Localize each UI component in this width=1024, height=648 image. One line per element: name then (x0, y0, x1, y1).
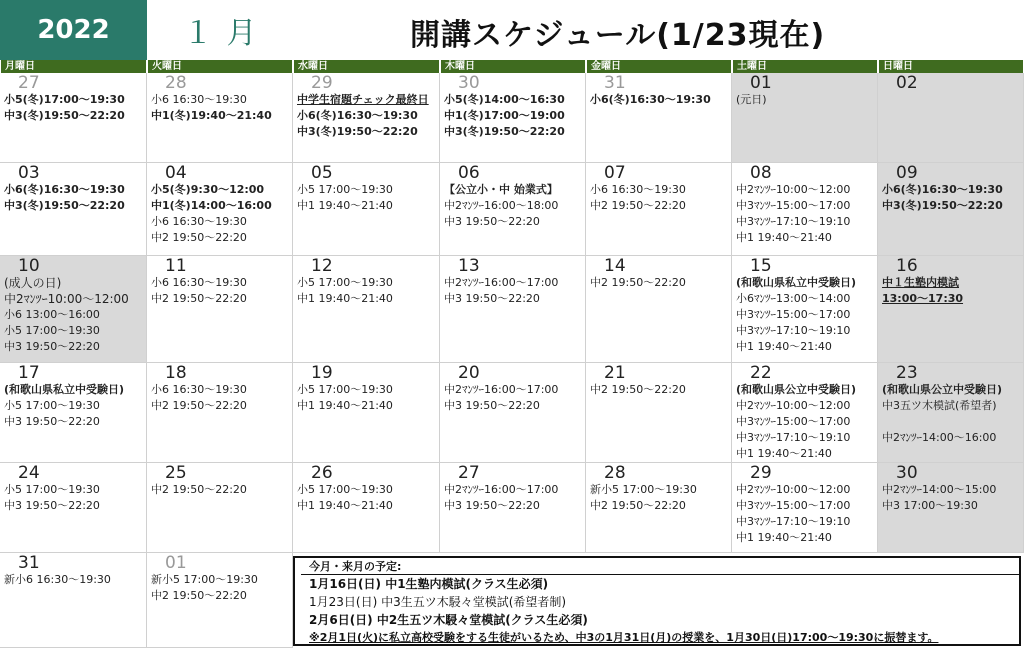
day-cell (732, 463, 878, 553)
day-number: 01 (750, 73, 772, 93)
schedule-entry: 中3ﾏﾝﾂｰ17:10～19:10 (736, 215, 851, 228)
day-number: 11 (165, 256, 187, 276)
schedule-entry: 中3 17:00～19:30 (882, 499, 978, 512)
schedule-entry: 中1 19:40～21:40 (297, 292, 393, 305)
day-number: 23 (896, 363, 918, 383)
day-number: 06 (458, 163, 480, 183)
month-label: １ 月 (183, 16, 259, 51)
schedule-entry: 小6ﾏﾝﾂｰ13:00～14:00 (736, 292, 851, 305)
schedule-entry: 中3 19:50～22:20 (4, 415, 100, 428)
schedule-entry: 小5 17:00～19:30 (4, 324, 100, 337)
schedule-entry: 13:00～17:30 (882, 292, 964, 305)
day-cell (440, 163, 586, 256)
day-cell (878, 256, 1024, 363)
notes-line: 1月23日(日) 中3生五ツ木駸々堂模試(希望者制) (309, 595, 567, 609)
schedule-entry: 中2ﾏﾝﾂｰ14:00～15:00 (882, 483, 997, 496)
schedule-entry: 中2ﾏﾝﾂｰ10:00～12:00 (736, 183, 851, 196)
schedule-entry: 中1(冬)17:00～19:00 (444, 109, 565, 122)
day-cell (0, 463, 147, 553)
schedule-entry: (和歌山県公立中受験日) (736, 383, 857, 396)
schedule-entry: 中1 19:40～21:40 (297, 399, 393, 412)
schedule-entry: 小5 17:00～19:30 (297, 383, 393, 396)
day-number: 08 (750, 163, 772, 183)
day-number: 19 (311, 363, 333, 383)
day-number: 27 (18, 73, 40, 93)
day-cell (440, 256, 586, 363)
day-number: 22 (750, 363, 772, 383)
weekday-header-0: 月曜日 (1, 60, 146, 73)
schedule-entry: 中2ﾏﾝﾂｰ10:00～12:00 (736, 483, 851, 496)
schedule-entry: 小6 16:30～19:30 (151, 215, 247, 228)
schedule-entry: 中3(冬)19:50～22:20 (297, 125, 418, 138)
schedule-entry: (元日) (736, 93, 767, 106)
day-number: 18 (165, 363, 187, 383)
day-number: 03 (18, 163, 40, 183)
schedule-entry: 中3(冬)19:50～22:20 (444, 125, 565, 138)
schedule-entry: 中2 19:50～22:20 (151, 483, 247, 496)
day-number: 01 (165, 553, 187, 573)
day-cell (586, 363, 732, 463)
schedule-entry: 中2 19:50～22:20 (151, 292, 247, 305)
day-cell (293, 256, 440, 363)
day-number: 04 (165, 163, 187, 183)
schedule-entry: 中2 19:50～22:20 (590, 199, 686, 212)
schedule-entry: 中3ﾏﾝﾂｰ17:10～19:10 (736, 431, 851, 444)
schedule-entry: 小6 16:30～19:30 (151, 383, 247, 396)
schedule-entry: 中2 19:50～22:20 (590, 383, 686, 396)
day-cell (0, 163, 147, 256)
day-number: 07 (604, 163, 626, 183)
schedule-entry: 中2ﾏﾝﾂｰ16:00～17:00 (444, 383, 559, 396)
schedule-entry: 中3ﾏﾝﾂｰ15:00～17:00 (736, 415, 851, 428)
day-number: 28 (165, 73, 187, 93)
schedule-entry: 中1(冬)14:00～16:00 (151, 199, 272, 212)
day-cell (0, 73, 147, 163)
schedule-entry: 中2 19:50～22:20 (590, 276, 686, 289)
day-cell (878, 463, 1024, 553)
day-cell (147, 256, 293, 363)
day-cell (147, 363, 293, 463)
day-cell (293, 363, 440, 463)
schedule-entry: 中2 19:50～22:20 (151, 589, 247, 602)
schedule-entry: 小5(冬)17:00～19:30 (4, 93, 125, 106)
day-number: 25 (165, 463, 187, 483)
day-number: 14 (604, 256, 626, 276)
day-number: 21 (604, 363, 626, 383)
day-cell (147, 163, 293, 256)
schedule-entry: 小6 16:30～19:30 (590, 183, 686, 196)
schedule-entry: 中3 19:50～22:20 (4, 499, 100, 512)
day-number: 29 (750, 463, 772, 483)
schedule-entry: 小5 17:00～19:30 (297, 276, 393, 289)
schedule-entry: 中1 19:40～21:40 (736, 531, 832, 544)
day-cell (586, 256, 732, 363)
schedule-entry: 新小5 17:00～19:30 (151, 573, 258, 586)
schedule-entry: (和歌山県私立中受験日) (736, 276, 857, 289)
schedule-entry: 小6 16:30～19:30 (151, 93, 247, 106)
calendar-header (0, 0, 1024, 60)
day-cell (732, 256, 878, 363)
day-cell (0, 363, 147, 463)
year-label: 2022 (0, 0, 147, 60)
day-cell (440, 363, 586, 463)
schedule-entry: 中2 19:50～22:20 (590, 499, 686, 512)
day-number: 31 (18, 553, 40, 573)
notes-title: 今月・来月の予定: (301, 560, 1019, 575)
schedule-entry: 中3 19:50～22:20 (4, 340, 100, 353)
schedule-entry: 小6 16:30～19:30 (151, 276, 247, 289)
day-number: 28 (604, 463, 626, 483)
schedule-entry: 中1 19:40～21:40 (736, 447, 832, 460)
schedule-entry (882, 414, 1023, 430)
weekday-header-4: 金曜日 (587, 60, 731, 73)
schedule-entry: 新小5 17:00～19:30 (590, 483, 697, 496)
schedule-entry: 中2ﾏﾝﾂｰ10:00～12:00 (736, 399, 851, 412)
schedule-entry: 小5(冬)9:30～12:00 (151, 183, 265, 196)
day-cell (878, 363, 1024, 463)
schedule-entry: 中3ﾏﾝﾂｰ15:00～17:00 (736, 199, 851, 212)
day-cell (440, 73, 586, 163)
day-number: 30 (458, 73, 480, 93)
schedule-entry: 中3 19:50～22:20 (444, 399, 540, 412)
schedule-entry: (和歌山県私立中受験日) (4, 383, 125, 396)
schedule-entry: 中2ﾏﾝﾂｰ14:00～16:00 (882, 431, 997, 444)
schedule-entry: 中1 19:40～21:40 (297, 199, 393, 212)
schedule-entry: 小6(冬)16:30～19:30 (590, 93, 711, 106)
day-number: 10 (18, 256, 40, 276)
day-cell (0, 553, 147, 648)
schedule-entry: 中1 19:40～21:40 (736, 231, 832, 244)
schedule-entry: 中3ﾏﾝﾂｰ15:00～17:00 (736, 499, 851, 512)
schedule-entry: 中2ﾏﾝﾂｰ16:00～18:00 (444, 199, 559, 212)
day-number: 05 (311, 163, 333, 183)
weekday-header-1: 火曜日 (148, 60, 292, 73)
day-cell (586, 463, 732, 553)
day-cell (586, 73, 732, 163)
day-cell (732, 73, 878, 163)
weekday-header-2: 水曜日 (294, 60, 439, 73)
schedule-entry: 中3(冬)19:50～22:20 (4, 199, 125, 212)
notes-line: 2月6日(日) 中2生五ツ木駸々堂模試(クラス生必須) (309, 613, 588, 627)
notes-box (293, 556, 1021, 646)
day-cell (147, 73, 293, 163)
schedule-entry: 中2ﾏﾝﾂｰ16:00～17:00 (444, 483, 559, 496)
schedule-entry: (和歌山県公立中受験日) (882, 383, 1003, 396)
notes-line: 1月16日(日) 中1生塾内模試(クラス生必須) (309, 577, 549, 591)
schedule-entry: 小5 17:00～19:30 (4, 399, 100, 412)
weekday-header-5: 土曜日 (733, 60, 877, 73)
day-cell (147, 553, 293, 648)
day-cell (293, 163, 440, 256)
day-number: 15 (750, 256, 772, 276)
schedule-entry: 中2 19:50～22:20 (151, 399, 247, 412)
day-cell (0, 256, 147, 363)
day-cell (878, 163, 1024, 256)
schedule-entry: 中学生宿題チェック最終日 (297, 93, 429, 106)
schedule-entry: 新小6 16:30～19:30 (4, 573, 111, 586)
day-number: 26 (311, 463, 333, 483)
schedule-entry: 中3五ツ木模試(希望者) (882, 399, 997, 412)
schedule-entry: 【公立小・中 始業式】 (444, 183, 558, 196)
day-number: 29 (311, 73, 333, 93)
day-number: 02 (896, 73, 918, 93)
schedule-entry: 中3ﾏﾝﾂｰ17:10～19:10 (736, 324, 851, 337)
schedule-entry: 中1 19:40～21:40 (297, 499, 393, 512)
schedule-entry: 中3 19:50～22:20 (444, 499, 540, 512)
day-cell (732, 163, 878, 256)
schedule-entry: 中2ﾏﾝﾂｰ16:00～17:00 (444, 276, 559, 289)
day-number: 31 (604, 73, 626, 93)
day-number: 24 (18, 463, 40, 483)
schedule-entry: 小6(冬)16:30～19:30 (882, 183, 1003, 196)
day-cell (440, 463, 586, 553)
schedule-entry: 小5 17:00～19:30 (297, 183, 393, 196)
day-cell (147, 463, 293, 553)
day-cell (293, 73, 440, 163)
schedule-entry: 小6 13:00～16:00 (4, 308, 100, 321)
weekday-header-6: 日曜日 (879, 60, 1023, 73)
day-number: 17 (18, 363, 40, 383)
schedule-entry: 中3(冬)19:50～22:20 (4, 109, 125, 122)
schedule-entry: 中3ﾏﾝﾂｰ15:00～17:00 (736, 308, 851, 321)
schedule-entry: (成人の日) (4, 276, 62, 290)
day-number: 27 (458, 463, 480, 483)
day-cell (878, 73, 1024, 163)
schedule-entry: 中3 19:50～22:20 (444, 215, 540, 228)
schedule-entry: 中3(冬)19:50～22:20 (882, 199, 1003, 212)
day-number: 16 (896, 256, 918, 276)
day-number: 13 (458, 256, 480, 276)
day-number: 12 (311, 256, 333, 276)
day-number: 20 (458, 363, 480, 383)
day-cell (732, 363, 878, 463)
day-cell (293, 463, 440, 553)
schedule-entry: 小6(冬)16:30～19:30 (4, 183, 125, 196)
schedule-entry: 小6(冬)16:30～19:30 (297, 109, 418, 122)
schedule-entry: 中3 19:50～22:20 (444, 292, 540, 305)
day-cell (586, 163, 732, 256)
schedule-entry: 小5 17:00～19:30 (4, 483, 100, 496)
schedule-entry: 小5 17:00～19:30 (297, 483, 393, 496)
notes-line: ※2月1日(火)に私立高校受験をする生徒がいるため、中3の1月31日(月)の授業を、1月30日(日)17:00～19:30に振替ます。 (309, 631, 939, 644)
day-number: 09 (896, 163, 918, 183)
weekday-header-3: 木曜日 (441, 60, 585, 73)
schedule-entry: 中１生塾内模試 (882, 276, 959, 289)
schedule-entry: 小5(冬)14:00～16:30 (444, 93, 565, 106)
page-title: 開講スケジュール(1/23現在) (410, 18, 826, 53)
schedule-entry: 中2ﾏﾝﾂｰ10:00～12:00 (4, 292, 129, 306)
schedule-entry: 中1(冬)19:40～21:40 (151, 109, 272, 122)
schedule-entry: 中2 19:50～22:20 (151, 231, 247, 244)
day-number: 30 (896, 463, 918, 483)
schedule-entry: 中1 19:40～21:40 (736, 340, 832, 353)
schedule-entry: 中3ﾏﾝﾂｰ17:10～19:10 (736, 515, 851, 528)
